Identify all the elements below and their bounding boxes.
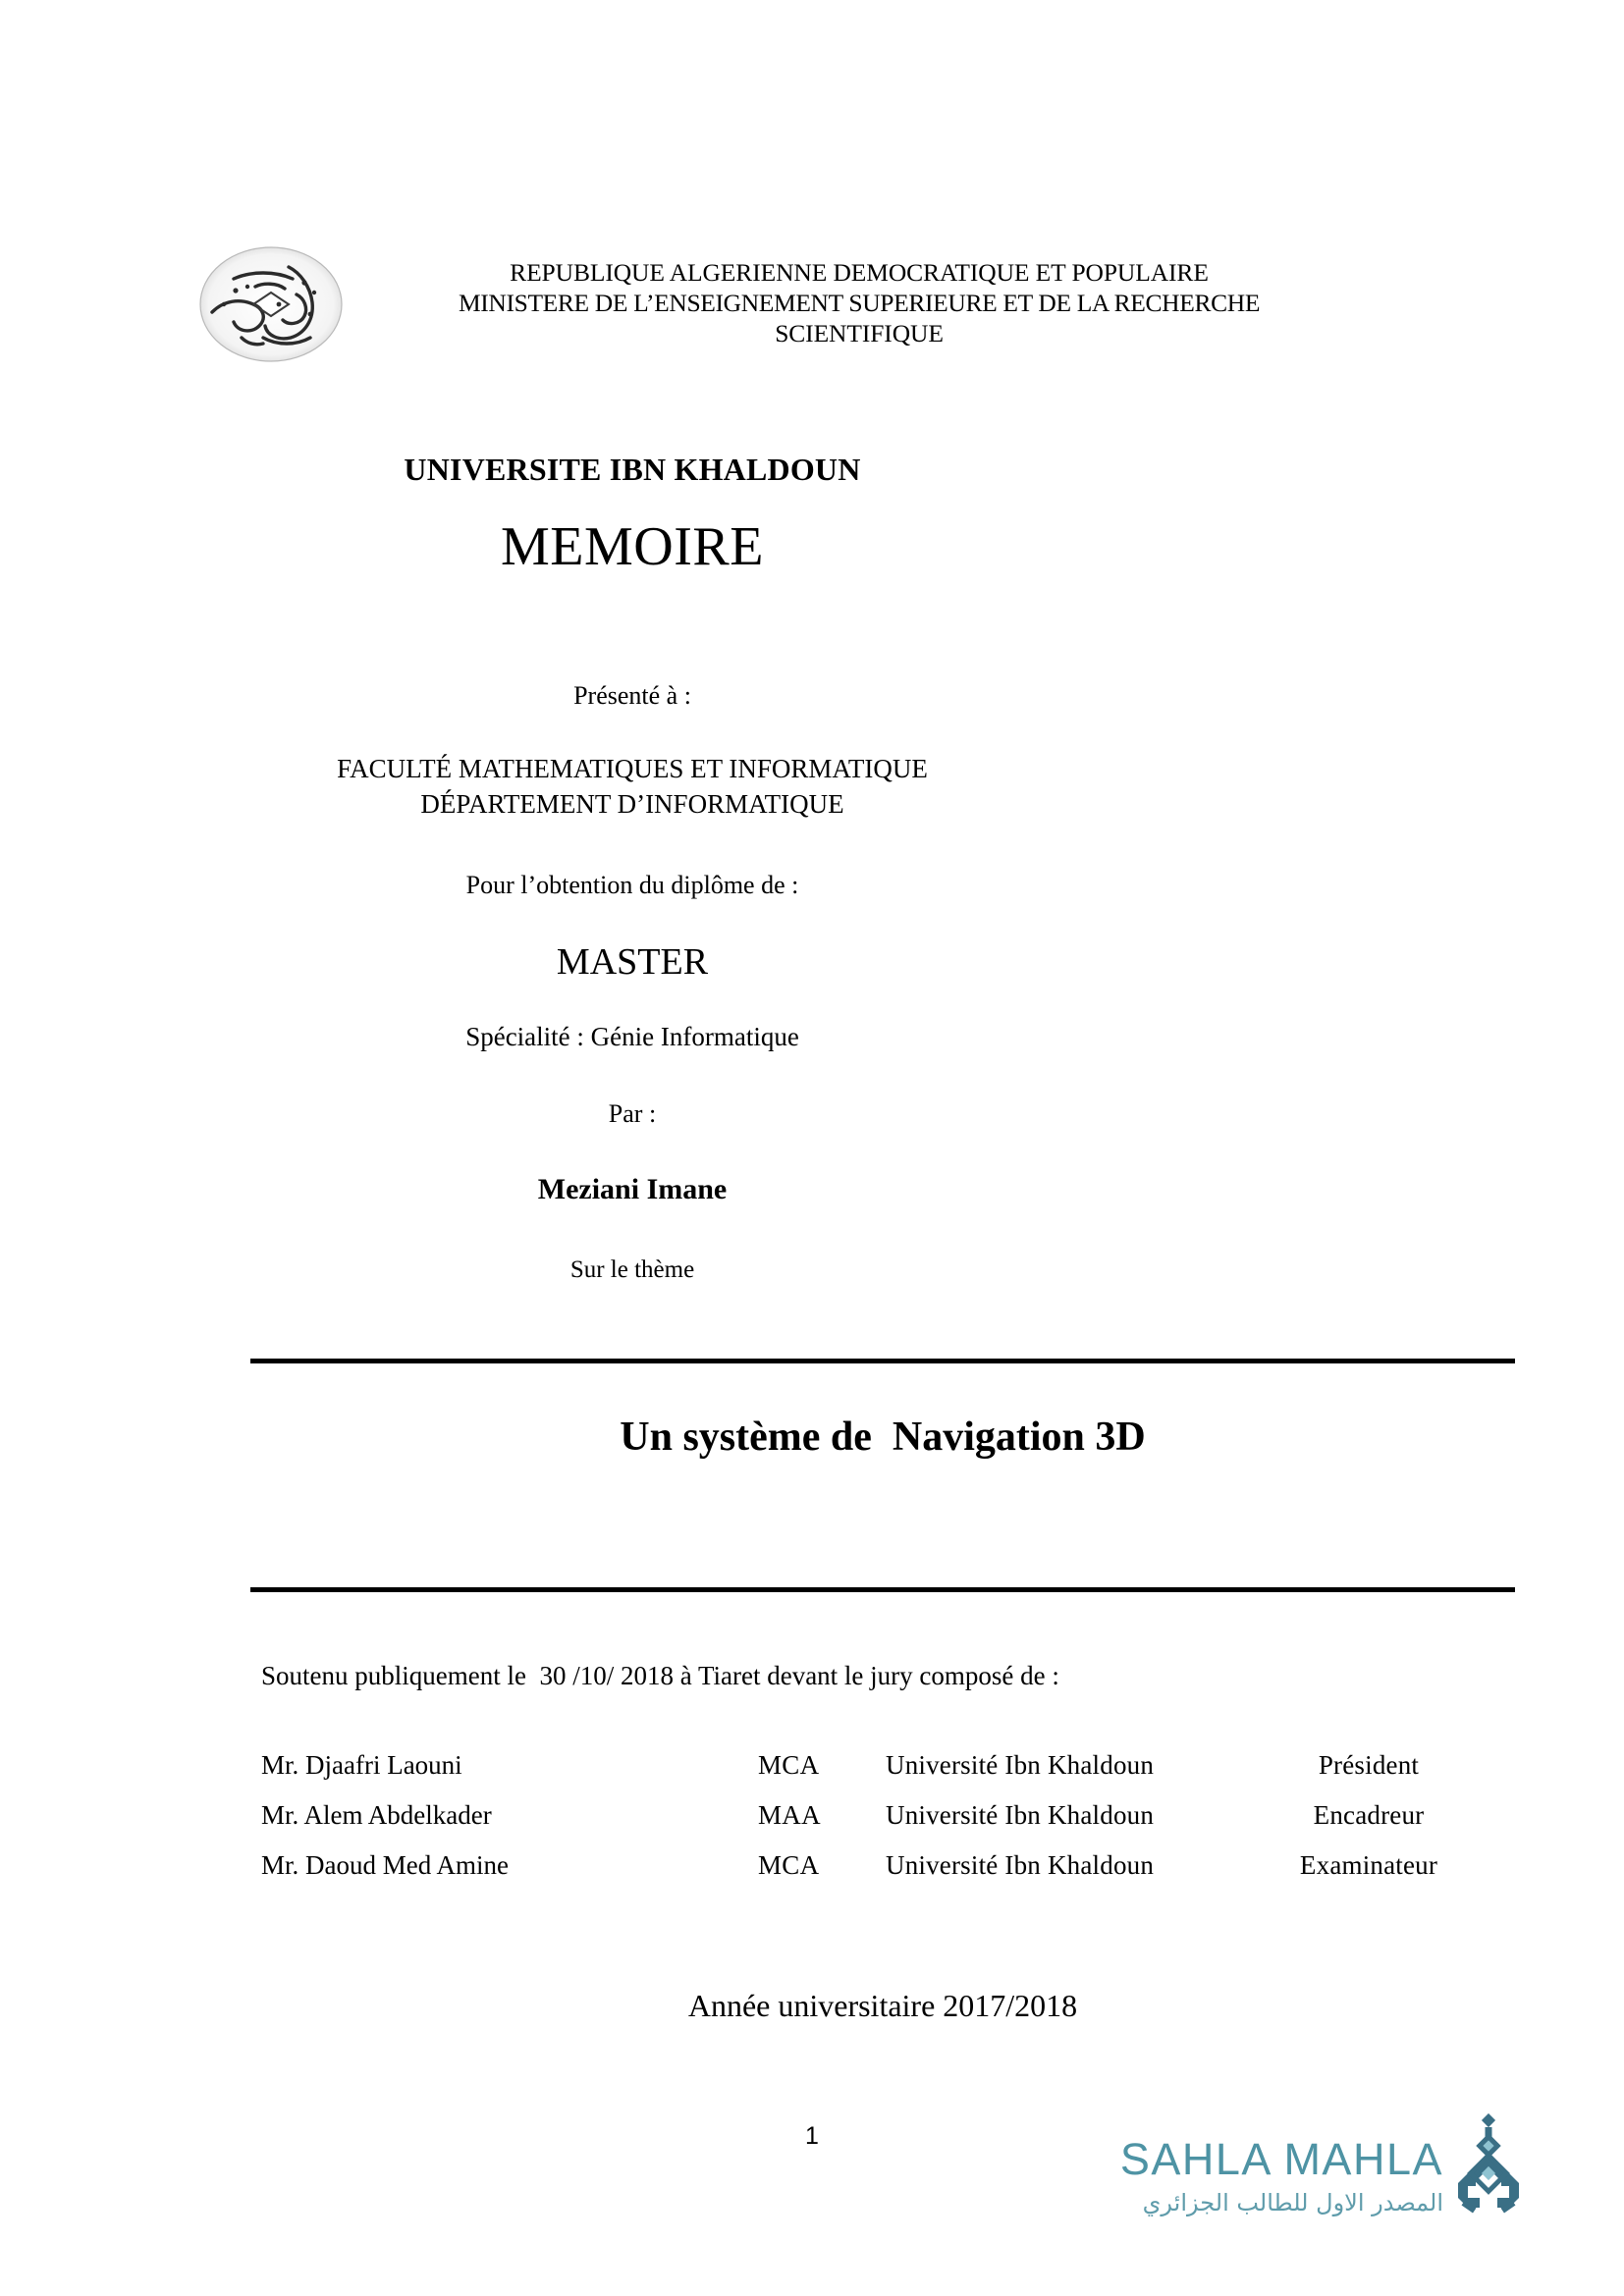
watermark-title: SAHLA MAHLA <box>1119 2134 1443 2184</box>
jury-member-grade: MCA <box>758 1850 820 1880</box>
faculty-block <box>0 751 1265 822</box>
ministry-line-1: REPUBLIQUE ALGERIENNE DEMOCRATIQUE ET POPULAIRE <box>510 258 1209 287</box>
jury-member-name: Mr. Daoud Med Amine <box>261 1850 509 1880</box>
jury-member-grade: MAA <box>758 1800 821 1830</box>
theme-rule-top <box>250 1359 1515 1363</box>
jury-member-grade: MCA <box>758 1750 820 1780</box>
jury-member-institution: Université Ibn Khaldoun <box>886 1800 1155 1830</box>
seal-icon <box>194 243 348 367</box>
jury-member-role: Encadreur <box>1313 1800 1425 1830</box>
ministry-line-3: SCIENTIFIQUE <box>775 319 944 347</box>
theme-rule-bottom <box>250 1587 1515 1592</box>
university-seal-logo <box>194 243 348 367</box>
table-row <box>261 1790 1479 1841</box>
defense-statement: Soutenu publiquement le 30 /10/ 2018 à Tiaret devant le jury composé de : <box>261 1661 1059 1690</box>
faculty-name: FACULTÉ MATHEMATIQUES ET INFORMATIQUE <box>337 754 928 783</box>
theme-label: Sur le thème <box>569 1256 695 1283</box>
watermark-subtitle: المصدر الاول للطالب الجزائري <box>1142 2189 1443 2216</box>
specialty-line: Spécialité : Génie Informatique <box>465 1022 799 1051</box>
watermark-text <box>1110 2135 1443 2219</box>
by-label: Par : <box>608 1099 657 1128</box>
jury-member-name: Mr. Djaafri Laouni <box>261 1750 462 1780</box>
table-row <box>261 1740 1479 1790</box>
page-number: 1 <box>805 2122 819 2150</box>
sahla-mahla-watermark <box>1110 2135 1522 2251</box>
jury-member-institution: Université Ibn Khaldoun <box>886 1750 1155 1780</box>
presented-to-label: Présenté à : <box>573 681 691 710</box>
academic-year: Année universitaire 2017/2018 <box>687 1988 1078 2023</box>
jury-table <box>261 1740 1479 1891</box>
university-name: UNIVERSITE IBN KHALDOUN <box>404 452 861 487</box>
jury-member-role: Examinateur <box>1299 1850 1438 1880</box>
document-type-title: MEMOIRE <box>501 516 764 577</box>
degree-name: MASTER <box>556 941 709 983</box>
ministry-header <box>363 257 1355 348</box>
jury-member-name: Mr. Alem Abdelkader <box>261 1800 492 1830</box>
thesis-theme-title: Un système de Navigation 3D <box>620 1415 1146 1460</box>
jury-member-institution: Université Ibn Khaldoun <box>886 1850 1155 1880</box>
ministry-line-2: MINISTERE DE L’ENSEIGNEMENT SUPERIEURE ET DE LA RECHERCHE <box>458 289 1261 317</box>
jury-member-role: Président <box>1318 1750 1420 1780</box>
department-name: DÉPARTEMENT D’INFORMATIQUE <box>420 789 844 819</box>
table-row <box>261 1841 1479 1891</box>
watermark-emblem-icon <box>1446 2113 1531 2223</box>
author-name: Meziani Imane <box>537 1173 728 1205</box>
degree-purpose-label: Pour l’obtention du diplôme de : <box>465 871 799 899</box>
